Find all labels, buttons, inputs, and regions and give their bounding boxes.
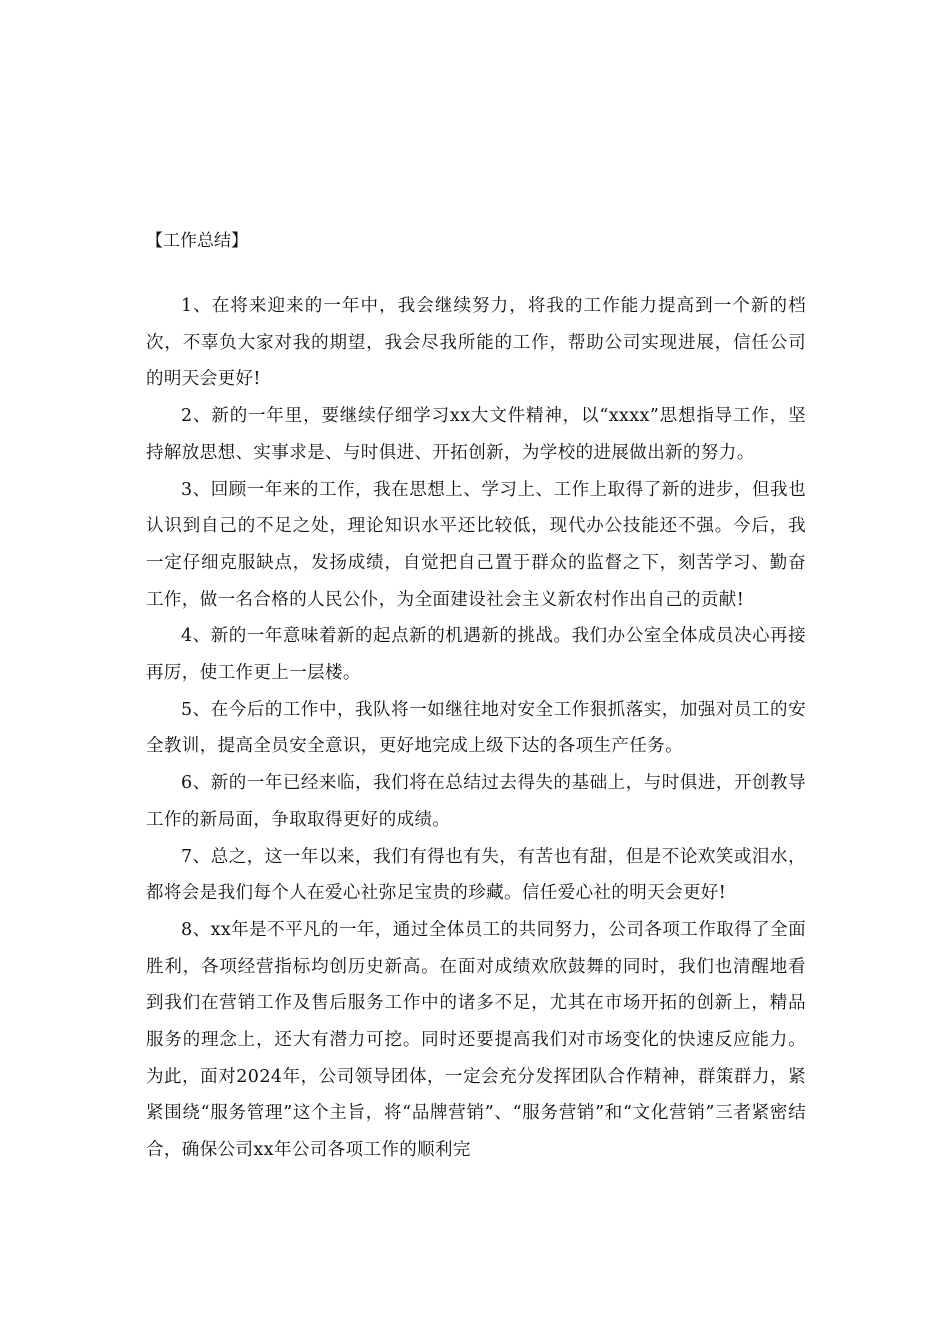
paragraph-2: 2、新的一年里，要继续仔细学习xx大文件精神，以“xxxx”思想指导工作，坚持解放思想、实事求是、与时俱进、开拓创新，为学校的进展做出新的努力。 bbox=[146, 406, 806, 463]
document-body bbox=[146, 288, 806, 1169]
paragraph-4: 4、新的一年意味着新的起点新的机遇新的挑战。我们办公室全体成员决心再接再厉，使工作更上一层楼。 bbox=[146, 626, 806, 684]
paragraph-1: 1、在将来迎来的一年中，我会继续努力，将我的工作能力提高到一个新的档次，不辜负大家对我的期望，我会尽我所能的工作，帮助公司实现进展，信任公司的明天会更好! bbox=[146, 296, 806, 390]
paragraph-6: 6、新的一年已经来临，我们将在总结过去得失的基础上，与时俱进，开创教导工作的新局面，争取取得更好的成绩。 bbox=[146, 773, 806, 830]
paragraph-7: 7、总之，这一年以来，我们有得也有失，有苦也有甜，但是不论欢笑或泪水，都将会是我们每个人在爱心社弥足宝贵的珍藏。信任爱心社的明天会更好! bbox=[146, 846, 806, 904]
section-heading: 【工作总结】 bbox=[146, 231, 248, 251]
paragraph-8: 8、xx年是不平凡的一年，通过全体员工的共同努力，公司各项工作取得了全面胜利，各项经营指标均创历史新高。在面对成绩欢欣鼓舞的同时，我们也清醒地看到我们在营销工作及售后服务工作中的诸多不足，尤其在市场开拓的创新上，精品服务的理念上，还大有潜力可挖。同时还要提高我们对市场变化的快速反应能力。为此，面对2024年，公司领导团体，一定会充分发挥团队合作精神，群策群力，紧紧围绕“服务管理”这个主旨，将“品牌营销”、“服务营销”和“文化营销”三者紧密结合，确保公司xx年公司各项工作的顺利完 bbox=[146, 919, 806, 1161]
paragraph-5: 5、在今后的工作中，我队将一如继往地对安全工作狠抓落实，加强对员工的安全教训，提高全员安全意识，更好地完成上级下达的各项生产任务。 bbox=[146, 699, 806, 757]
paragraph-3: 3、回顾一年来的工作，我在思想上、学习上、工作上取得了新的进步，但我也认识到自己的不足之处，理论知识水平还比较低，现代办公技能还不强。今后，我一定仔细克服缺点，发扬成绩，自觉把自己置于群众的监督之下，刻苦学习、勤奋工作，做一名合格的人民公仆，为全面建设社会主义新农村作出自己的贡献! bbox=[146, 479, 806, 610]
